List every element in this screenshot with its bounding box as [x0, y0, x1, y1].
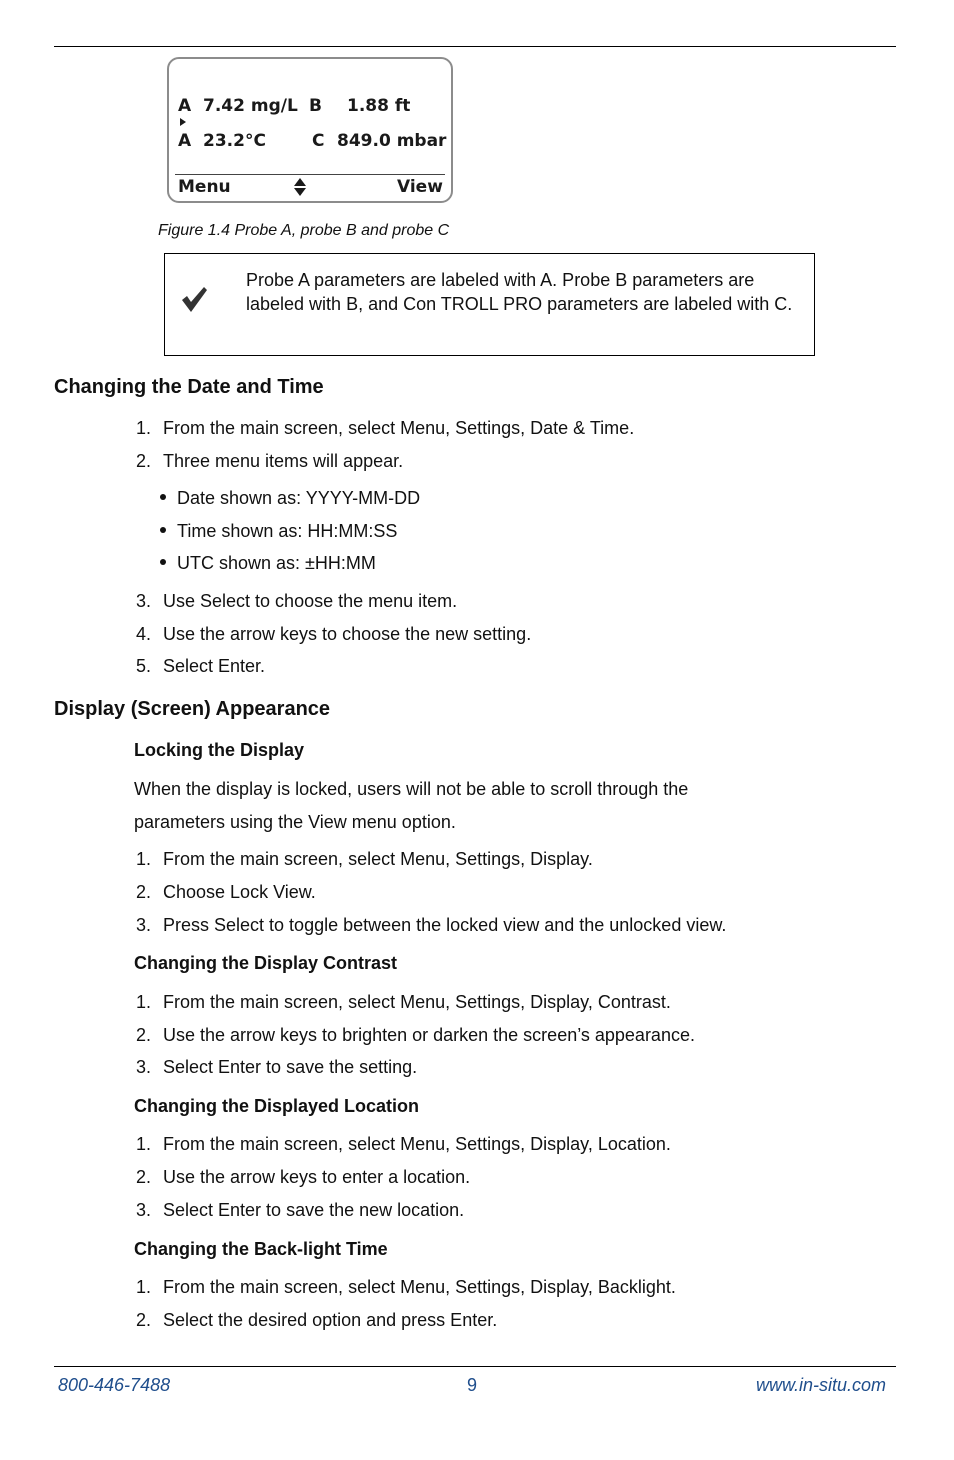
list-item: 1. From the main screen, select Menu, Settings, Display, Backlight. — [136, 1277, 676, 1297]
list-item: 1. From the main screen, select Menu, Settings, Date & Time. — [136, 418, 635, 438]
list-item: 3. Press Select to toggle between the locked view and the unlocked view. — [136, 915, 727, 935]
paragraph-line: When the display is locked, users will not be able to scroll through the — [134, 779, 689, 799]
bullet-item: Time shown as: HH:MM:SS — [160, 521, 397, 542]
paragraph-line: parameters using the View menu option. — [134, 812, 456, 832]
softkey-menu: Menu — [178, 177, 231, 197]
row1-probe-label: A — [178, 96, 192, 116]
list-item: 1. From the main screen, select Menu, Settings, Display, Contrast. — [136, 992, 671, 1012]
row-cursor-icon — [180, 118, 186, 126]
list-item: 3. Select Enter to save the setting. — [136, 1057, 418, 1077]
figure-caption: Figure 1.4 Probe A, probe B and probe C — [158, 222, 450, 239]
section-title-display: Display (Screen) Appearance — [54, 698, 331, 720]
list-item: 2. Three menu items will appear. — [136, 451, 404, 471]
footer-rule — [54, 1366, 896, 1367]
list-item: 1. From the main screen, select Menu, Settings, Display. — [136, 849, 593, 869]
row1-value-b: 1.88 ft — [347, 96, 411, 116]
list-item: 5. Select Enter. — [136, 656, 266, 676]
device-screen-figure — [167, 57, 453, 203]
bullet-item: Date shown as: YYYY-MM-DD — [160, 488, 420, 509]
footer-website-link[interactable]: www.in-situ.com — [756, 1375, 887, 1395]
subsection-title-backlight: Changing the Back-light Time — [134, 1239, 388, 1259]
row2-value-a: 23.2°C — [203, 131, 266, 151]
list-item: 2. Select the desired option and press Enter. — [136, 1310, 498, 1330]
bullet-item: UTC shown as: ±HH:MM — [160, 553, 376, 574]
checkmark-icon — [179, 284, 209, 314]
note-text: Probe A parameters are labeled with A. Probe B parameters are labeled with B, and Con TROLL PRO parameters are labeled with C. — [246, 270, 793, 314]
row1-value-a: 7.42 mg/L — [203, 96, 298, 116]
page-number: 9 — [467, 1375, 478, 1395]
note-box — [164, 253, 815, 356]
subsection-title-contrast: Changing the Display Contrast — [134, 953, 398, 973]
header-rule — [54, 46, 896, 47]
softkey-divider — [175, 174, 445, 175]
subsection-title-locking: Locking the Display — [134, 740, 305, 760]
subsection-title-location: Changing the Displayed Location — [134, 1096, 420, 1116]
list-item: 2. Use the arrow keys to enter a location. — [136, 1167, 471, 1187]
section-title-date-time: Changing the Date and Time — [54, 376, 324, 398]
row1-probe-b-label: B — [309, 96, 322, 116]
list-item: 3. Select Enter to save the new location. — [136, 1200, 465, 1220]
row2-probe-c-label: C — [312, 131, 325, 151]
up-down-arrows-icon — [293, 178, 307, 198]
list-item: 2. Use the arrow keys to brighten or darken the screen’s appearance. — [136, 1025, 695, 1045]
footer-phone: 800-446-7488 — [58, 1375, 171, 1395]
softkey-view: View — [397, 177, 443, 197]
list-item: 2. Choose Lock View. — [136, 882, 316, 902]
list-item: 4. Use the arrow keys to choose the new setting. — [136, 624, 532, 644]
row2-probe-label: A — [178, 131, 192, 151]
row2-value-c: 849.0 mbar — [337, 131, 447, 151]
list-item: 1. From the main screen, select Menu, Settings, Display, Location. — [136, 1134, 671, 1154]
list-item: 3. Use Select to choose the menu item. — [136, 591, 458, 611]
